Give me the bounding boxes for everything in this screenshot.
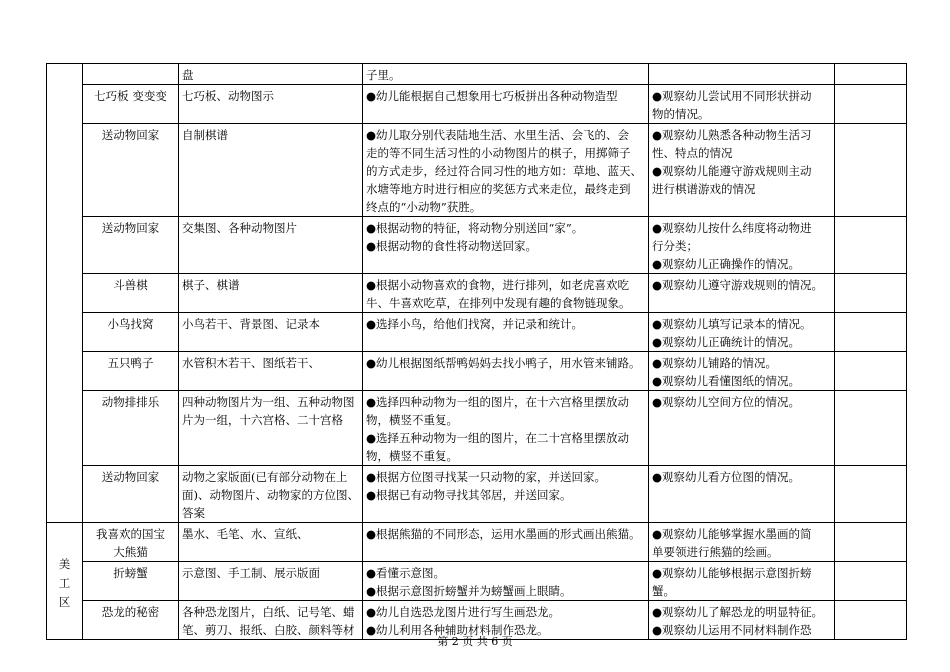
table-row (47, 466, 907, 523)
content-line: ●看懂示意图。 (366, 566, 446, 580)
materials-cell (179, 124, 363, 217)
observation-cell (649, 313, 835, 352)
observation-line: 蟹。 (652, 584, 675, 598)
observation-line: ●观察幼儿遵守游戏规则的情况。 (652, 278, 824, 292)
content-line: ●根据动物的特征，将动物分别送回“家”。 (366, 221, 584, 235)
activity-name-line: 大熊猫 (113, 545, 148, 559)
materials-line: 四种动物图片为一组、五种动物图 (182, 395, 355, 409)
activity-name-line: 送动物回家 (101, 128, 160, 142)
observation-line: ●观察幼儿看懂图纸的情况。 (652, 374, 801, 388)
activity-name-line: 斗兽棋 (113, 278, 148, 292)
table-row (47, 562, 907, 601)
observation-line: ●观察幼儿按什么纬度将动物进 (652, 221, 812, 235)
materials-line: 各种恐龙图片，白纸、记号笔、蜡 (182, 605, 355, 619)
table-row (47, 85, 907, 124)
observation-line: ●观察幼儿正确统计的情况。 (652, 335, 801, 349)
content-cell (363, 562, 649, 601)
materials-line: 笔、剪刀、报纸、白胶、颜料等材 (182, 623, 355, 637)
content-cell (363, 85, 649, 124)
observation-cell (649, 274, 835, 313)
content-line: ●幼儿能根据自己想象用七巧板拼出各种动物造型 (366, 89, 618, 103)
materials-line: 交集图、各种动物图片 (182, 221, 297, 235)
content-line: 物，横竖不重复。 (366, 449, 458, 463)
activity-name-cell (83, 313, 179, 352)
materials-line: 片为一组，十六宫格、二十宫格 (182, 413, 343, 427)
activity-name-line: 小鸟找窝 (107, 317, 154, 331)
observation-cell (649, 466, 835, 523)
materials-cell (179, 562, 363, 601)
observation-line: 单要领进行熊猫的绘画。 (652, 545, 779, 559)
content-line: ●根据方位图寻找某一只动物的家，并送回家。 (366, 470, 607, 484)
content-cell (363, 313, 649, 352)
observation-line: ●观察幼儿铺路的情况。 (652, 356, 778, 370)
materials-line: 墨水、毛笔、水、宣纸、 (182, 527, 309, 541)
table-row (47, 217, 907, 274)
content-line: ●幼儿根据图纸帮鸭妈妈去找小鸭子，用水管来铺路。 (366, 356, 641, 370)
blank-cell (835, 217, 907, 274)
observation-line: ●观察幼儿能够根据示意图折螃 (652, 566, 812, 580)
observation-line: ●观察幼儿尝试用不同形状拼动 (652, 89, 812, 103)
materials-cell (179, 523, 363, 562)
table-row (47, 523, 907, 562)
activity-name-cell (83, 391, 179, 466)
area-cell (47, 523, 83, 640)
activity-name-line: 五只鸭子 (107, 356, 154, 370)
activity-name-cell (83, 466, 179, 523)
materials-line: 动物之家版面(已有部分动物在上 (182, 470, 348, 484)
observation-line: ●观察幼儿空间方位的情况。 (652, 395, 801, 409)
blank-cell (835, 352, 907, 391)
observation-cell (649, 562, 835, 601)
content-cell (363, 124, 649, 217)
observation-line: ●观察幼儿运用不同材料制作恐 (652, 623, 812, 637)
content-cell (363, 217, 649, 274)
content-line: ●根据已有动物寻找其邻居，并送回家。 (366, 488, 572, 502)
content-line: 走的等不同生活习性的小动物图片的棋子，用掷筛子 (366, 146, 631, 160)
materials-cell (179, 274, 363, 313)
materials-line: 自制棋谱 (182, 128, 228, 142)
blank-cell (835, 124, 907, 217)
observation-cell (649, 523, 835, 562)
content-line: ●幼儿利用各种辅助材料制作恐龙。 (366, 623, 549, 637)
activity-name-cell (83, 523, 179, 562)
blank-cell (835, 562, 907, 601)
content-cell (363, 466, 649, 523)
materials-line: 小鸟若干、背景图、记录本 (182, 317, 320, 331)
observation-cell (649, 391, 835, 466)
content-line: 水塘等地方时进行相应的奖惩方式来走位，最终走到 (366, 182, 631, 196)
activity-name-line: 动物排排乐 (101, 395, 160, 409)
observation-line: ●观察幼儿看方位图的情况。 (652, 470, 801, 484)
materials-line: 面)、动物图片、动物家的方位图、 (182, 488, 359, 502)
content-line: ●选择四种动物为一组的图片，在十六宫格里摆放动 (366, 395, 630, 409)
blank-cell (835, 466, 907, 523)
materials-cell (179, 466, 363, 523)
content-cell (363, 274, 649, 313)
activity-name-cell (83, 85, 179, 124)
blank-cell (835, 85, 907, 124)
activity-name-line: 我喜欢的国宝 (96, 527, 165, 541)
blank-cell (835, 64, 907, 85)
materials-cell (179, 391, 363, 466)
observation-line: ●观察幼儿能够掌握水墨画的简 (652, 527, 812, 541)
content-line: ●根据熊猫的不同形态，运用水墨画的形式画出熊猫。 (366, 527, 641, 541)
activity-table (46, 63, 907, 640)
content-line: 物，横竖不重复。 (366, 413, 458, 427)
content-cell (363, 391, 649, 466)
content-line: 子里。 (366, 68, 401, 82)
materials-cell (179, 313, 363, 352)
materials-cell (179, 217, 363, 274)
table-body (47, 64, 907, 640)
materials-line: 水管积木若干、图纸若干、 (182, 356, 320, 370)
materials-cell (179, 352, 363, 391)
area-cell (47, 64, 83, 523)
observation-line: ●观察幼儿了解恐龙的明显特征。 (652, 605, 824, 619)
activity-name-line: 送动物回家 (101, 221, 160, 235)
observation-line: ●观察幼儿能遵守游戏规则主动 (652, 164, 812, 178)
observation-line: 物的情况。 (652, 107, 710, 121)
content-line: ●幼儿自选恐龙图片进行写生画恐龙。 (366, 605, 561, 619)
activity-name-line: 七巧板 变变变 (94, 89, 167, 103)
content-cell (363, 352, 649, 391)
content-line: ●选择小鸟，给他们找窝，并记录和统计。 (366, 317, 584, 331)
content-line: ●根据示意图折螃蟹并为螃蟹画上眼睛。 (366, 584, 572, 598)
table-row (47, 391, 907, 466)
blank-cell (835, 523, 907, 562)
observation-line: ●观察幼儿熟悉各种动物生活习 (652, 128, 812, 142)
page-footer: 第 2 页 共 6 页 (437, 635, 513, 648)
table-row (47, 124, 907, 217)
observation-line: 进行棋谱游戏的情况 (652, 182, 756, 196)
activity-name-cell (83, 217, 179, 274)
materials-line: 答案 (182, 506, 205, 520)
observation-cell (649, 64, 835, 85)
content-cell (363, 523, 649, 562)
observation-cell (649, 352, 835, 391)
area-label: 美 工 区 (58, 556, 71, 609)
blank-cell (835, 274, 907, 313)
observation-cell (649, 85, 835, 124)
materials-line: 示意图、手工制、展示版面 (182, 566, 320, 580)
observation-line: 性、特点的情况 (652, 146, 733, 160)
content-cell (363, 64, 649, 85)
activity-name-line: 折螃蟹 (113, 566, 148, 580)
materials-line: 七巧板、动物图示 (182, 89, 274, 103)
activity-name-cell (83, 562, 179, 601)
table-row (47, 64, 907, 85)
table-row (47, 313, 907, 352)
content-line: 的方式走步，经过符合同习性的地方如：草地、蓝天、 (366, 164, 642, 178)
table-row (47, 274, 907, 313)
materials-cell (179, 85, 363, 124)
content-line: 牛、牛喜欢吃草，在排列中发现有趣的食物链现象。 (366, 296, 631, 310)
content-line: ●选择五种动物为一组的图片，在二十宫格里摆放动 (366, 431, 630, 445)
content-line: ●幼儿取分别代表陆地生活、水里生活、会飞的、会 (366, 128, 630, 142)
observation-cell (649, 217, 835, 274)
content-line: 终点的“小动物”获胜。 (366, 200, 482, 214)
materials-cell (179, 64, 363, 85)
activity-name-line: 恐龙的秘密 (101, 605, 160, 619)
activity-name-cell (83, 64, 179, 85)
observation-line: ●观察幼儿填写记录本的情况。 (652, 317, 812, 331)
content-line: ●根据小动物喜欢的食物，进行排列，如老虎喜欢吃 (366, 278, 630, 292)
materials-line: 棋子、棋谱 (182, 278, 240, 292)
content-line: ●根据动物的食性将动物送回家。 (366, 239, 538, 253)
activity-name-cell (83, 124, 179, 217)
blank-cell (835, 391, 907, 466)
observation-line: 行分类； (652, 239, 698, 253)
table-row (47, 352, 907, 391)
observation-cell (649, 124, 835, 217)
observation-line: ●观察幼儿正确操作的情况。 (652, 257, 801, 271)
activity-name-line: 送动物回家 (101, 470, 160, 484)
blank-cell (835, 313, 907, 352)
activity-name-cell (83, 274, 179, 313)
activity-name-cell (83, 352, 179, 391)
materials-line: 盘 (182, 68, 194, 82)
